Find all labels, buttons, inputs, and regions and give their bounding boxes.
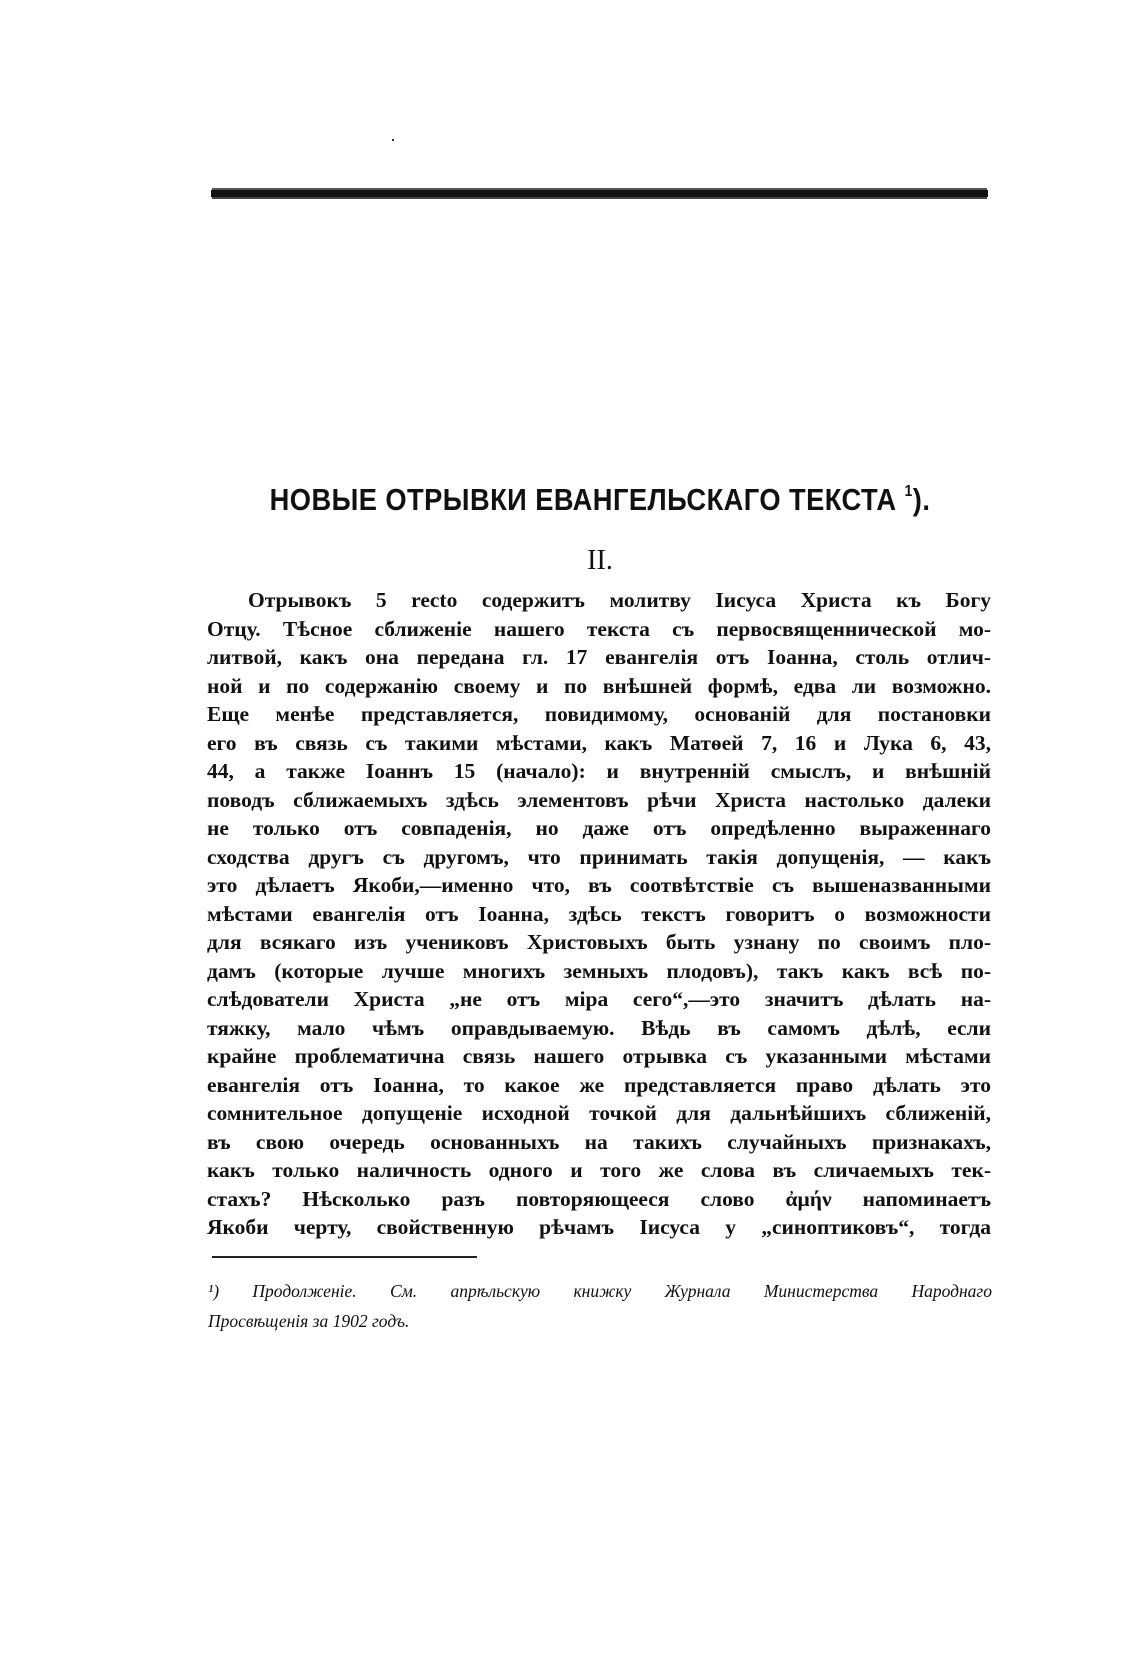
title-end: ). bbox=[912, 482, 931, 517]
text-line: сомнительное допущеніе исходной точкой для дальнѣйшихъ сближеній, bbox=[207, 1101, 991, 1125]
text-line: Отрывокъ 5 recto содержитъ молитву Іисуса Христа къ Богу bbox=[248, 588, 991, 612]
footnote-line: Просвѣщенія за 1902 годъ. bbox=[208, 1311, 410, 1331]
text-line: какъ только наличность одного и того же слова въ сличаемыхъ тек- bbox=[207, 1158, 991, 1182]
article-title bbox=[248, 482, 952, 518]
text-line: дамъ (которые лучше многихъ земныхъ плодовъ), такъ какъ всѣ по- bbox=[207, 958, 991, 983]
text-line: ной и по содержанію своему и по внѣшней формѣ, едва ли возможно. bbox=[207, 673, 991, 698]
print-speck bbox=[392, 139, 394, 141]
text-line: сходства другъ съ другомъ, что принимать такія допущенія, — какъ bbox=[207, 844, 991, 869]
footnote-rule bbox=[212, 1256, 477, 1258]
title-text: НОВЫЕ ОТРЫВКИ ЕВАНГЕЛЬСКАГО ТЕКСТА bbox=[269, 482, 897, 517]
text-line: Отцу. Тѣсное сближеніе нашего текста съ первосвященнической мо- bbox=[207, 616, 991, 641]
text-line: стахъ? Нѣсколько разъ повторяющееся слово ἀμήν напоминаетъ bbox=[207, 1186, 991, 1211]
title-footnote-mark: 1 bbox=[904, 483, 913, 500]
text-line: Еще менѣе представляется, повидимому, основаній для постановки bbox=[207, 702, 991, 726]
footnote bbox=[208, 1276, 992, 1336]
text-line: поводъ сближаемыхъ здѣсь элементовъ рѣчи Христа настолько далеки bbox=[207, 787, 991, 812]
text-line: его въ связь съ такими мѣстами, какъ Матѳей 7, 16 и Лука 6, 43, bbox=[207, 730, 991, 755]
text-line: евангелія отъ Іоанна, то какое же представляется право дѣлать это bbox=[207, 1072, 991, 1097]
section-number: II. bbox=[587, 545, 613, 576]
text-line: это дѣлаетъ Якоби,—именно что, въ соотвѣтствіе съ вышеназванными bbox=[207, 873, 991, 897]
text-line: для всякаго изъ учениковъ Христовыхъ быть узнану по своимъ пло- bbox=[207, 930, 991, 954]
body-text bbox=[207, 586, 991, 1242]
text-line: 44, а также Іоаннъ 15 (начало): и внутренній смыслъ, и внѣшній bbox=[207, 759, 991, 783]
text-line: мѣстами евангелія отъ Іоанна, здѣсь текстъ говоритъ о возможности bbox=[207, 901, 991, 926]
text-line: тяжку, мало чѣмъ оправдываемую. Вѣдь въ самомъ дѣлѣ, если bbox=[207, 1015, 991, 1040]
text-line: Якоби черту, свойственную рѣчамъ Іисуса у „синоптиковъ“, тогда bbox=[207, 1215, 991, 1239]
text-line: не только отъ совпаденія, но даже отъ опредѣленно выраженнаго bbox=[207, 816, 991, 840]
text-line: въ свою очередь основанныхъ на такихъ случайныхъ признакахъ, bbox=[207, 1129, 991, 1154]
footnote-line: ¹) Продолженіе. См. апрѣльскую книжку Журнала Министерства Народнаго bbox=[208, 1281, 992, 1301]
text-line: слѣдователи Христа „не отъ міра сего“,—это значитъ дѣлать на- bbox=[207, 987, 991, 1011]
header-rule bbox=[211, 190, 988, 197]
text-line: крайне проблематична связь нашего отрывка съ указанными мѣстами bbox=[207, 1044, 991, 1068]
text-line: литвой, какъ она передана гл. 17 евангелія отъ Іоанна, столь отлич- bbox=[207, 645, 991, 669]
